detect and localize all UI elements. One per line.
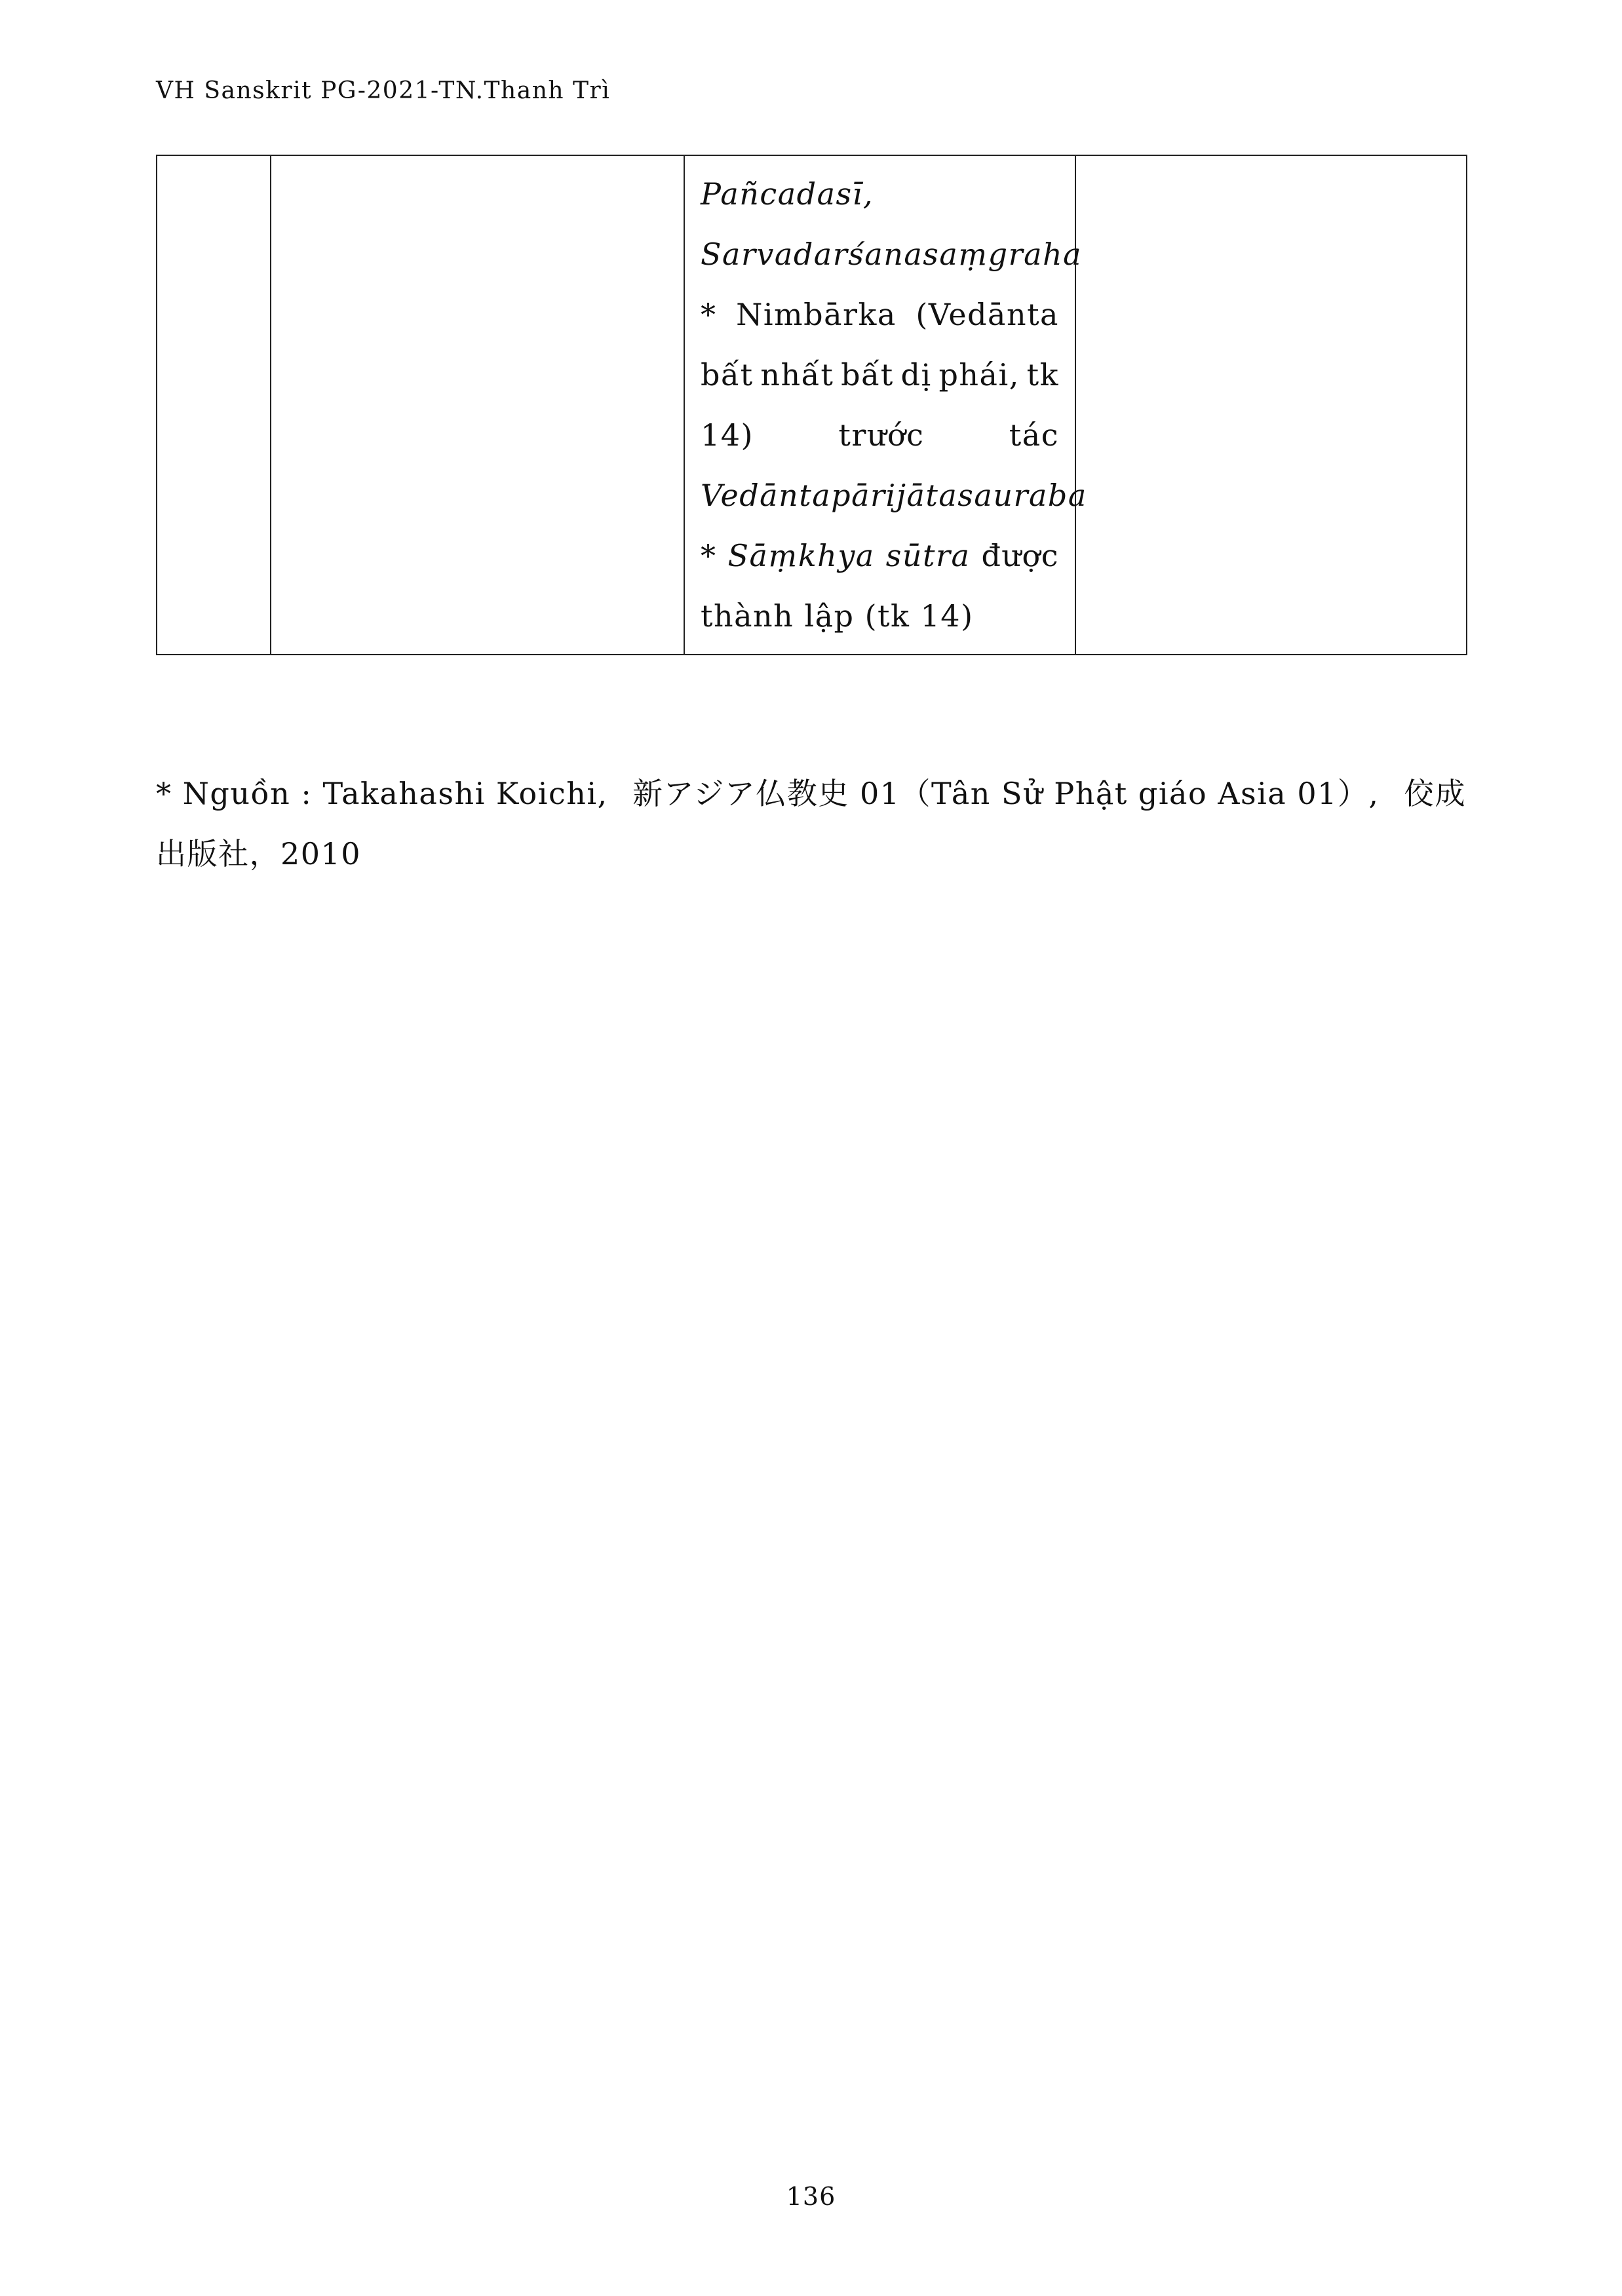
- cell-word: 14): [701, 417, 754, 453]
- cell-line: [701, 405, 1059, 465]
- cell-word: thành lập (tk 14): [701, 598, 974, 634]
- cell-word: tk: [1026, 357, 1059, 392]
- cell-word: Pañcadasī,: [701, 176, 874, 212]
- cell-word: dị: [900, 357, 932, 392]
- source-publisher-start: 佼成: [1404, 776, 1466, 811]
- cell-word: được: [981, 538, 1059, 573]
- cell-word: *: [701, 297, 717, 332]
- table-cell-col3: [684, 155, 1087, 655]
- cell-word: Sāṃkhya: [727, 538, 875, 573]
- page-number: 136: [786, 2182, 836, 2211]
- cell-word: (Vedānta: [916, 297, 1059, 332]
- table-cell-col2: [271, 155, 684, 655]
- cell-word: trước: [838, 417, 925, 453]
- cell-word: phái,: [938, 357, 1020, 392]
- cell-word: bất: [841, 357, 894, 392]
- cell-word: Vedāntapārijātasauraba: [701, 478, 1087, 513]
- cell-word: Sarvadarśanasaṃgraha: [701, 237, 1083, 272]
- cell-line: [701, 345, 1059, 405]
- source-line-1: [156, 763, 1466, 824]
- cell-line: [701, 526, 1059, 586]
- table-row: [157, 155, 1467, 655]
- cell-word: Nimbārka: [736, 297, 897, 332]
- cell-text-block: [701, 164, 1087, 646]
- cell-word: bất: [701, 357, 754, 392]
- table-cell-col1: [157, 155, 271, 655]
- source-line-2: 出版社，2010: [156, 836, 362, 871]
- chronology-table: [156, 155, 1467, 655]
- cell-line: [701, 465, 1087, 526]
- cell-word: tác: [1009, 417, 1059, 453]
- cell-line: [701, 224, 1083, 284]
- cell-line: [701, 164, 1059, 224]
- source-author: * Nguồn : Takahashi Koichi,: [156, 776, 608, 811]
- cell-word: sūtra: [885, 538, 971, 573]
- cell-word: *: [701, 538, 717, 573]
- cell-word: nhất: [760, 357, 834, 392]
- cell-line: [701, 284, 1059, 345]
- table-cell-col4: [1075, 155, 1467, 655]
- page-header: VH Sanskrit PG-2021-TN.Thanh Trì: [156, 77, 611, 104]
- source-title: 新アジア仏教史 01（Tân Sử Phật giáo Asia 01）,: [632, 776, 1380, 811]
- cell-line: [701, 586, 1059, 646]
- source-note: [156, 763, 1466, 884]
